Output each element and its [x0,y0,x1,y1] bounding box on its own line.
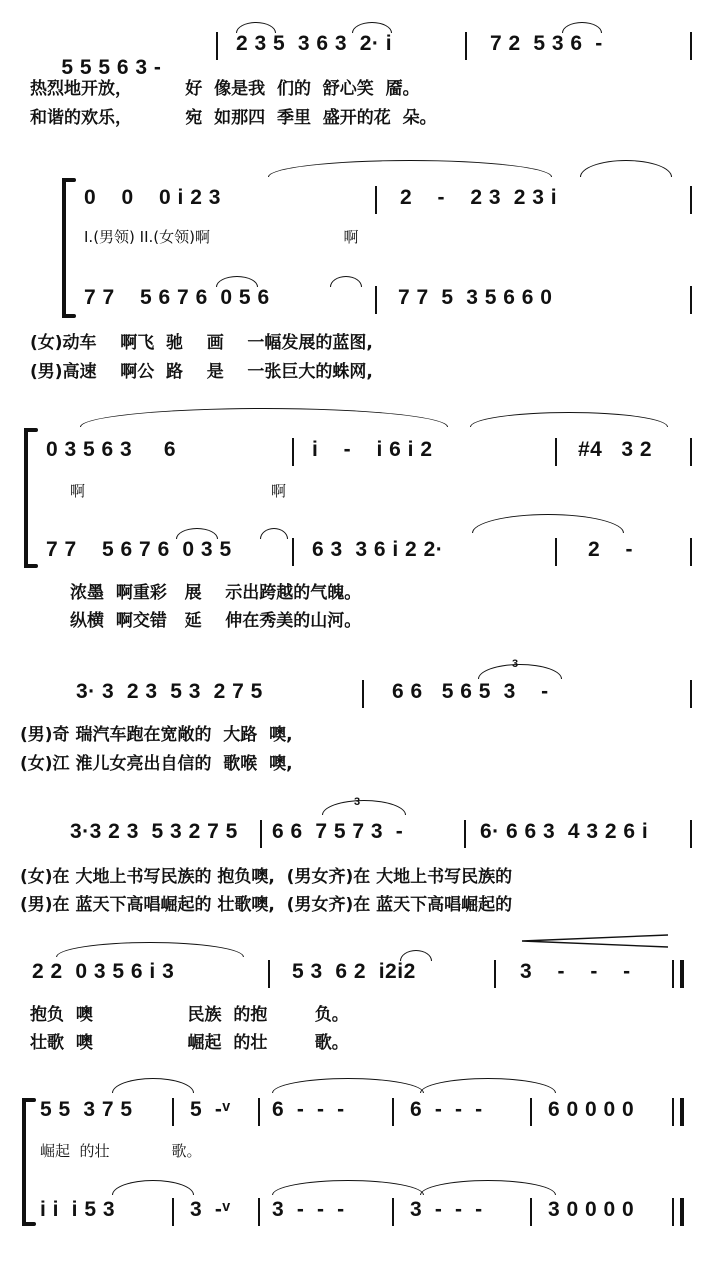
barline [216,32,218,60]
barline [392,1198,394,1226]
barline [258,1198,260,1226]
barline [690,538,692,566]
barline [260,820,262,848]
lyric-line-4a: (男)奇 瑞汽车跑在宽敞的 大路 噢, [20,725,293,745]
notation-line-5b: 6 6 7 5 7 3 - [272,820,404,843]
lyric-line-2a: I.(男领) II.(女领)啊 啊 [84,228,359,246]
barline [172,1198,174,1226]
barline [292,538,294,566]
lyric-line-1a: 热烈地开放， 好 像是我 们的 舒心笑 靥。 [30,79,420,99]
notation-line-5: 3·3 2 3 5 3 2 7 5 [70,820,238,843]
barline [494,960,496,988]
barline [672,960,674,988]
barline [258,1098,260,1126]
barline [690,820,692,848]
lyric-line-2b: (女)动车 啊飞 驰 画 一幅发展的蓝图, [30,333,373,353]
notation-line-4b: 6 6 5 6 5 3 - [392,680,549,703]
notation-line-7b-e: 3 0 0 0 0 [548,1198,635,1221]
final-barline-thick [680,1198,684,1226]
tie-mark [272,1180,424,1195]
notation-line-7b-c: 3 - - - [272,1198,345,1221]
barline [530,1198,532,1226]
slur-mark [478,664,562,679]
tie-mark [80,408,448,427]
notation-line-7b-d: 3 - - - [410,1198,483,1221]
final-barline [672,1198,674,1226]
barline [555,438,557,466]
decrescendo-mark [520,934,670,948]
barline [690,286,692,314]
barline [375,286,377,314]
system-bracket [24,428,28,568]
lyric-line-5b: (男)在 蓝天下高唱崛起的 壮歌噢, (男女齐)在 蓝天下高唱崛起的 [20,895,513,915]
notation-line-7a-c: 6 - - - [272,1098,345,1121]
notation-line-3a-c: #4 3 2 [578,438,653,461]
notation-line-2a-b: 2 - 2 3 2 3 i [400,186,558,209]
notation-line-3a-b: i - i 6 i 2 [312,438,433,461]
slur-mark [260,528,288,539]
tie-mark [56,942,244,957]
notation-line-1c: 7 2 5 3 6 - [490,32,603,55]
slur-mark [322,800,406,815]
notation-line-6: 2 2 0 3 5 6 i 3 [32,960,175,983]
lyric-line-5a: (女)在 大地上书写民族的 抱负噢, (男女齐)在 大地上书写民族的 [20,867,513,887]
final-barline-thick [680,1098,684,1126]
slur-mark [176,528,218,539]
slur-mark [112,1180,194,1195]
triplet-mark: 3 [354,796,361,808]
tie-mark [272,1078,424,1093]
barline [690,438,692,466]
notation-line-2b: 7 7 5 6 7 6 0 5 6 [84,286,270,309]
notation-line-5c: 6· 6 6 3 4 3 2 6 i [480,820,649,843]
triplet-mark: 3 [512,658,519,670]
notation-line-2a: 0 0 0 i 2 3 [84,186,221,209]
barline [465,32,467,60]
barline [292,438,294,466]
lyric-line-3b: 浓墨 啊重彩 展 示出跨越的气魄。 [70,583,362,603]
repeat-barline [680,960,684,988]
slur-mark [330,276,362,287]
barline [375,186,377,214]
barline [362,680,364,708]
slur-mark [236,22,276,33]
lyric-line-7a: 崛起 的壮 歌。 [40,1142,202,1160]
barline [268,960,270,988]
notation-line-7b-b: 3 -ᵛ [190,1198,231,1221]
slur-mark [216,276,258,287]
lyric-line-3a: 啊 啊 [70,482,286,500]
barline [530,1098,532,1126]
tie-mark [420,1180,556,1195]
lyric-line-3c: 纵横 啊交错 延 伸在秀美的山河。 [70,611,362,631]
barline [392,1098,394,1126]
notation-line-3a: 0 3 5 6 3 6 [46,438,177,461]
notation-line-7a-b: 5 -ᵛ [190,1098,231,1121]
notation-line-3b-b: 6 3 3 6 i 2 2· [312,538,444,561]
system-bracket [62,178,66,318]
lyric-line-4b: (女)江 淮儿女亮出自信的 歌喉 噢, [20,754,293,774]
tie-mark [580,160,672,177]
notes-seg-1a: 5 5 5 6 3 - [61,56,162,79]
notation-line-7a-e: 6 0 0 0 0 [548,1098,635,1121]
notation-line-3b-c: 2 - [588,538,634,561]
notation-line-6c: 3 - - - [520,960,631,983]
slur-mark [352,22,392,33]
lyric-line-1b: 和谐的欢乐， 宛 如那四 季里 盛开的花 朵。 [30,108,437,128]
tie-mark [470,412,668,427]
notation-line-3b: 7 7 5 6 7 6 0 3 5 [46,538,232,561]
notation-line-7b: i i i 5 3 [40,1198,116,1221]
notation-line-7a: 5 5 3 7 5 [40,1098,133,1121]
notation-line-6b: 5 3 6 2 i2i2 [292,960,416,983]
tie-mark [268,160,552,177]
notation-line-4: 3· 3 2 3 5 3 2 7 5 [76,680,263,703]
lyric-line-6b: 壮歌 噢 崛起 的壮 歌。 [30,1033,349,1053]
notation-line-2b-b: 7 7 5 3 5 6 6 0 [398,286,553,309]
notation-line-7a-d: 6 - - - [410,1098,483,1121]
slur-mark [112,1078,194,1093]
barline [690,186,692,214]
tie-mark [420,1078,556,1093]
tie-mark [472,514,624,533]
barline [464,820,466,848]
barline [690,680,692,708]
notation-line-1b: 2 3 5 3 6 3 2· i [236,32,393,55]
slur-mark [562,22,602,33]
slur-mark [400,950,432,961]
lyric-line-2c: (男)高速 啊公 路 是 一张巨大的蛛网, [30,362,373,382]
barline [172,1098,174,1126]
system-bracket [22,1098,26,1226]
lyric-line-6a: 抱负 噢 民族 的抱 负。 [30,1005,349,1025]
barline [555,538,557,566]
final-barline [672,1098,674,1126]
barline [690,32,692,60]
